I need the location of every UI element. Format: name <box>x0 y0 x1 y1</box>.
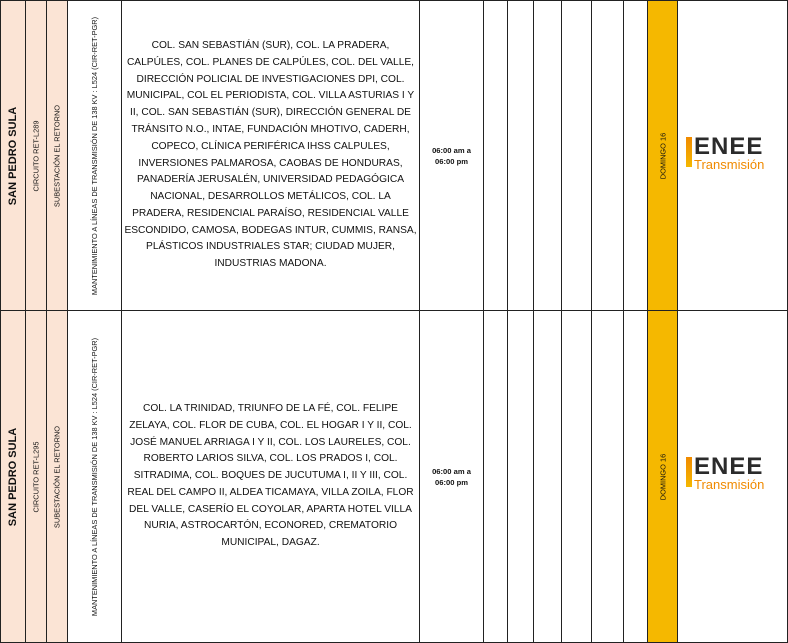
empty-cell <box>624 311 648 643</box>
city-cell <box>0 0 26 311</box>
substation-text: SUBESTACIÓN EL RETORNO <box>52 104 62 207</box>
empty-cell <box>508 311 534 643</box>
empty-cell <box>508 0 534 311</box>
time-cell <box>420 311 484 643</box>
circuit-cell <box>26 0 47 311</box>
empty-cell <box>534 311 562 643</box>
time-text: 06:00 am a 06:00 pm <box>432 145 471 166</box>
brand-logo-cell <box>678 311 788 643</box>
circuit-text: CIRCUITO RET-L289 <box>31 120 41 191</box>
logo-subtitle: Transmisión <box>694 156 765 172</box>
description-cell <box>122 0 420 311</box>
time-cell <box>420 0 484 311</box>
logo-wordmark: ENEE <box>694 453 764 480</box>
day-text: DOMINGO 16 <box>658 132 667 179</box>
brand-logo-cell <box>678 0 788 311</box>
empty-cell <box>624 0 648 311</box>
empty-cell <box>484 0 508 311</box>
empty-cell <box>592 311 624 643</box>
schedule-row <box>0 311 788 643</box>
city-cell <box>0 311 26 643</box>
description-text: COL. SAN SEBASTIÁN (SUR), COL. LA PRADERA, CALPÚLES, COL. PLANES DE CALPÚLES, COL. DEL VALLE, DIRECCIÓN POLICIAL DE INVESTIGACIONES DPI, COL. MUNICIPAL, COL EL PERIODISTA, COL. VILLA ASTURIAS I Y II, COL. SAN SEBASTIÁN (SUR), DIRECCIÓN GENERAL DE TRÁNSITO N.O., INTAE, FUNDACIÓN MHOTIVO, CADERH, COPECO, CLÍNICA PERIFÉRICA IHSS CALPULES, INVERSIONES PALMAROSA, CAOBAS DE HONDURAS, PANADERÍA JERUSALÉN, UNIVERSIDAD PEDAGÓGICA NACIONAL, DESARROLLOS METÁLICOS, COL. LA PRADERA, RESIDENCIAL PARAÍSO, RESIDENCIAL VALLE ESCONDIDO, CAMOSA, BODEGAS INTUR, CUMMIS, RANSA, PLÁSTICOS INDUSTRIALES STAR; CIUDAD MUJER, INDUSTRIAS MADONA. <box>124 39 417 270</box>
logo-mark-icon <box>686 137 692 167</box>
substation-text: SUBESTACIÓN EL RETORNO <box>52 425 62 528</box>
logo-wordmark: ENEE <box>694 132 764 160</box>
empty-cell <box>484 311 508 643</box>
description-cell <box>122 311 420 643</box>
work-cell <box>68 0 122 311</box>
empty-cell <box>534 0 562 311</box>
enee-logo-icon <box>686 455 788 495</box>
work-text: MANTENIMIENTO A LÍNEAS DE TRANSMISIÓN DE 138 KV : L524 (CIR-RET-PGR) <box>89 337 99 616</box>
work-cell <box>68 311 122 643</box>
logo-mark-icon <box>686 457 692 487</box>
work-text: MANTENIMIENTO A LÍNEAS DE TRANSMISIÓN DE 138 KV : L524 (CIR-RET-PGR) <box>89 16 99 295</box>
city-text: SAN PEDRO SULA <box>7 106 19 205</box>
substation-cell <box>47 0 68 311</box>
circuit-cell <box>26 311 47 643</box>
empty-cell <box>592 0 624 311</box>
description-text: COL. LA TRINIDAD, TRIUNFO DE LA FÉ, COL. FELIPE ZELAYA, COL. FLOR DE CUBA, COL. EL HOGAR I Y II, COL. JOSÉ MANUEL ARRIAGA I Y II, COL. LOS LAURELES, COL. ROBERTO LARIOS SILVA, COL. LOS PRADOS I, COL. SITRADIMA, COL. BOQUES DE JUCUTUMA I, II Y III, COL. REAL DEL CAMPO II, ALDEA TICAMAYA, VILLA ZOILA, FLOR DEL VALLE, CASERÍO EL COYOLAR, APARTA HOTEL VILLA NURIA, ASTROCARTÓN, ECONORED, CREMATORIO MUNICIPAL, DAGAZ. <box>127 402 414 549</box>
schedule-row <box>0 0 788 311</box>
circuit-text: CIRCUITO RET-L295 <box>31 441 41 512</box>
day-cell <box>648 311 678 643</box>
enee-logo-icon <box>686 132 788 175</box>
day-text: DOMINGO 16 <box>658 453 667 500</box>
empty-cell <box>562 0 592 311</box>
day-cell <box>648 0 678 311</box>
time-text: 06:00 am a 06:00 pm <box>432 466 471 487</box>
empty-cell <box>562 311 592 643</box>
substation-cell <box>47 311 68 643</box>
city-text: SAN PEDRO SULA <box>7 427 19 526</box>
logo-subtitle: Transmisión <box>694 477 765 492</box>
